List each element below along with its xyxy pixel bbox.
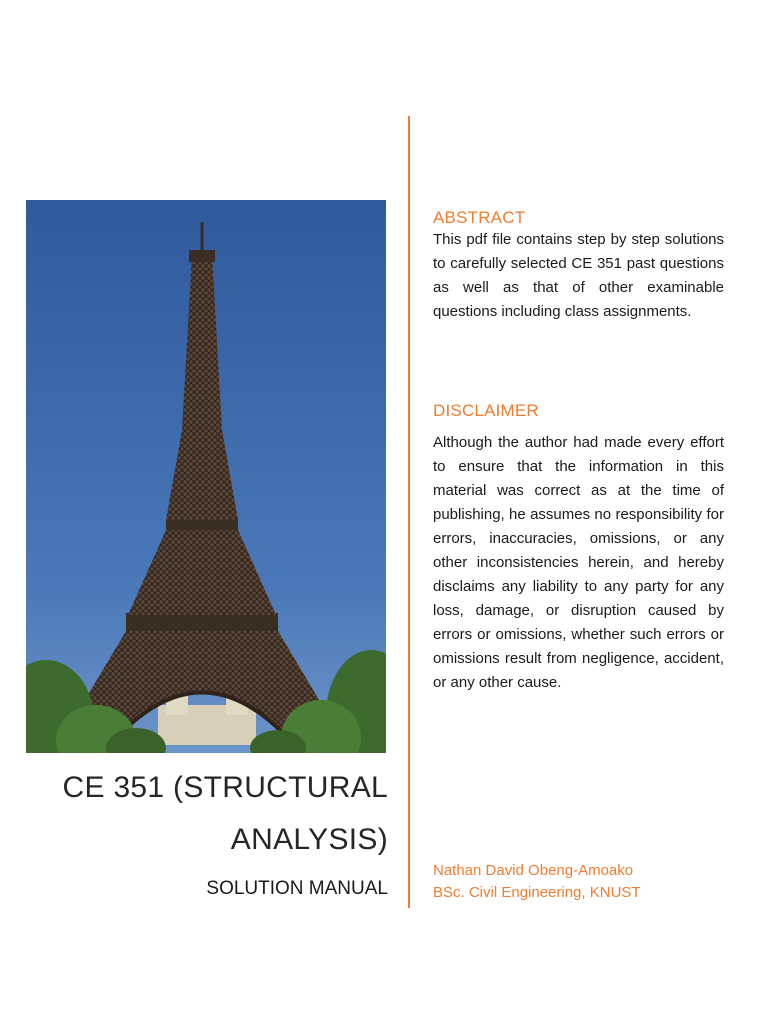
tower-second-platform bbox=[166, 518, 238, 532]
vertical-divider bbox=[408, 116, 410, 908]
document-title-line2: ANALYSIS) bbox=[230, 823, 388, 856]
disclaimer-heading: DISCLAIMER bbox=[433, 401, 539, 420]
disclaimer-section bbox=[433, 401, 724, 695]
cover-photo bbox=[26, 200, 386, 753]
document-subtitle: SOLUTION MANUAL bbox=[206, 878, 388, 899]
abstract-heading: ABSTRACT bbox=[433, 208, 526, 227]
author-credentials: BSc. Civil Engineering, KNUST bbox=[433, 884, 641, 901]
abstract-text: This pdf file contains step by step solutions to carefully selected CE 351 past questions as well as that of other examinable questions including class assignments. bbox=[433, 231, 724, 320]
title-block bbox=[26, 762, 388, 902]
author-name: Nathan David Obeng-Amoako bbox=[433, 862, 634, 879]
disclaimer-text: Although the author had made every effort to ensure that the information in this material was correct as at the time of publishing, he assumes no responsibility for errors, inaccuracies, omissions, or any other inconsistencies herein, and hereby disclaims any liability to any party for any loss, damage, or disruption caused by errors or omissions, whether such errors or omissions result from negligence, accident, or any other cause. bbox=[433, 434, 724, 691]
eiffel-tower-image bbox=[26, 200, 386, 753]
document-title-line1: CE 351 (STRUCTURAL bbox=[62, 771, 388, 804]
tower-top-cap bbox=[189, 250, 215, 262]
author-block bbox=[433, 860, 753, 904]
tower-first-platform bbox=[126, 613, 278, 631]
abstract-section bbox=[433, 208, 724, 324]
